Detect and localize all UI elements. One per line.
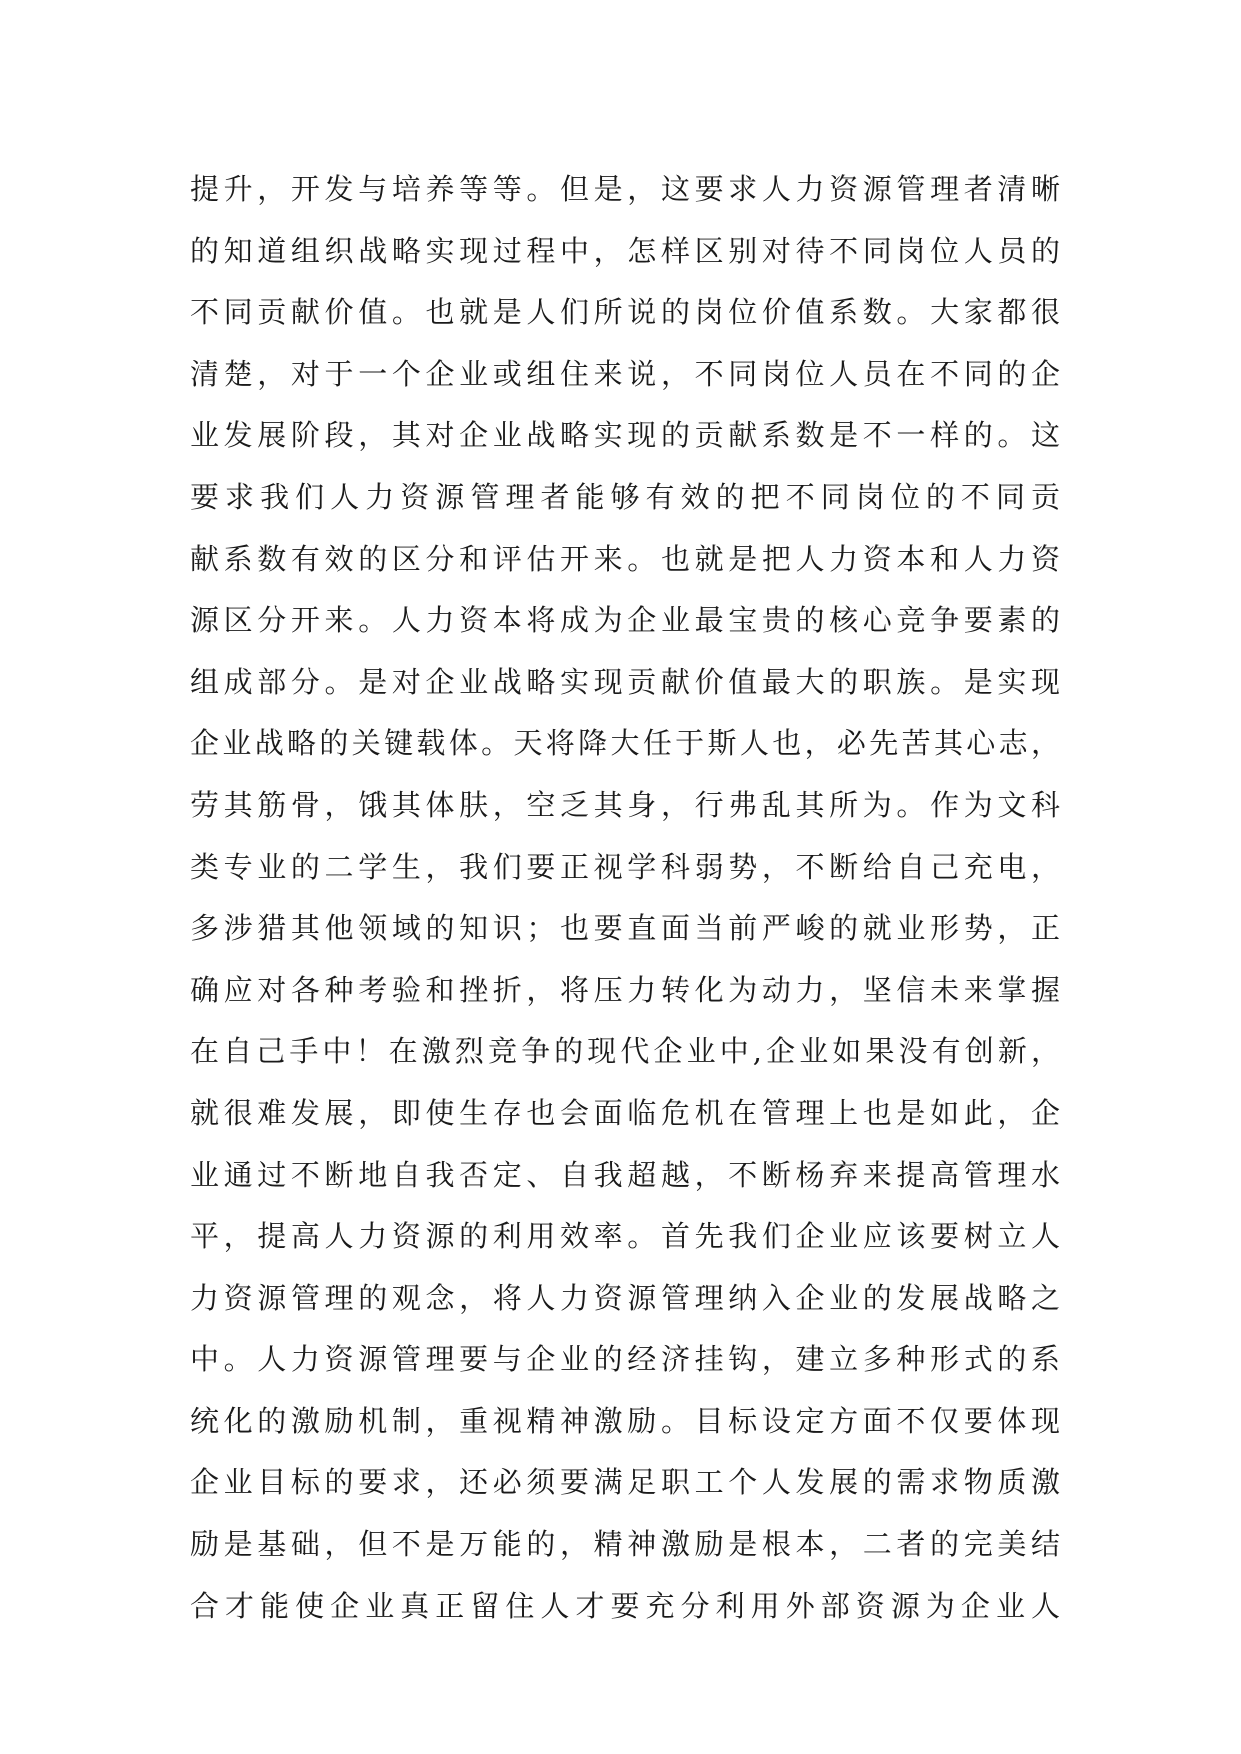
text-line: 不同贡献价值。也就是人们所说的岗位价值系数。大家都很 <box>190 295 1060 330</box>
text-line: 业通过不断地自我否定、自我超越，不断杨弃来提高管理水 <box>190 1157 1060 1192</box>
body-text <box>190 159 1060 1637</box>
text-line: 统化的激励机制，重视精神激励。目标设定方面不仅要体现 <box>190 1403 1060 1438</box>
text-line: 平，提高人力资源的利用效率。首先我们企业应该要树立人 <box>190 1219 1060 1254</box>
text-line: 要求我们人力资源管理者能够有效的把不同岗位的不同贡 <box>190 479 1060 514</box>
text-line: 提升，开发与培养等等。但是，这要求人力资源管理者清晰 <box>190 172 1060 206</box>
text-line: 确应对各种考验和挫折，将压力转化为动力，坚信未来掌握 <box>190 972 1060 1007</box>
text-line: 业发展阶段，其对企业战略实现的贡献系数是不一样的。这 <box>190 418 1060 453</box>
text-line: 中。人力资源管理要与企业的经济挂钩，建立多种形式的系 <box>190 1342 1060 1377</box>
text-line: 就很难发展，即使生存也会面临危机在管理上也是如此，企 <box>190 1095 1060 1130</box>
text-line: 的知道组织战略实现过程中，怎样区别对待不同岗位人员的 <box>190 233 1060 268</box>
text-line: 励是基础，但不是万能的，精神激励是根本，二者的完美结 <box>190 1527 1060 1562</box>
text-line: 献系数有效的区分和评估开来。也就是把人力资本和人力资 <box>190 541 1060 576</box>
text-line: 企业战略的关键载体。天将降大任于斯人也，必先苦其心志， <box>190 726 1060 761</box>
text-line: 组成部分。是对企业战略实现贡献价值最大的职族。是实现 <box>190 664 1060 699</box>
text-line: 合才能使企业真正留住人才要充分利用外部资源为企业人 <box>190 1588 1060 1623</box>
text-line: 类专业的二学生，我们要正视学科弱势，不断给自己充电， <box>190 849 1060 884</box>
text-line: 清楚，对于一个企业或组住来说，不同岗位人员在不同的企 <box>190 356 1060 391</box>
text-line: 源区分开来。人力资本将成为企业最宝贵的核心竞争要素的 <box>190 603 1060 638</box>
text-line: 劳其筋骨，饿其体肤，空乏其身，行弗乱其所为。作为文科 <box>190 787 1060 822</box>
text-line: 力资源管理的观念，将人力资源管理纳入企业的发展战略之 <box>190 1280 1060 1315</box>
text-line: 多涉猎其他领域的知识；也要直面当前严峻的就业形势，正 <box>190 911 1060 946</box>
text-line: 在自己手中！在激烈竞争的现代企业中,企业如果没有创新， <box>190 1034 1060 1069</box>
text-line: 企业目标的要求，还必须要满足职工个人发展的需求物质激 <box>190 1465 1060 1500</box>
